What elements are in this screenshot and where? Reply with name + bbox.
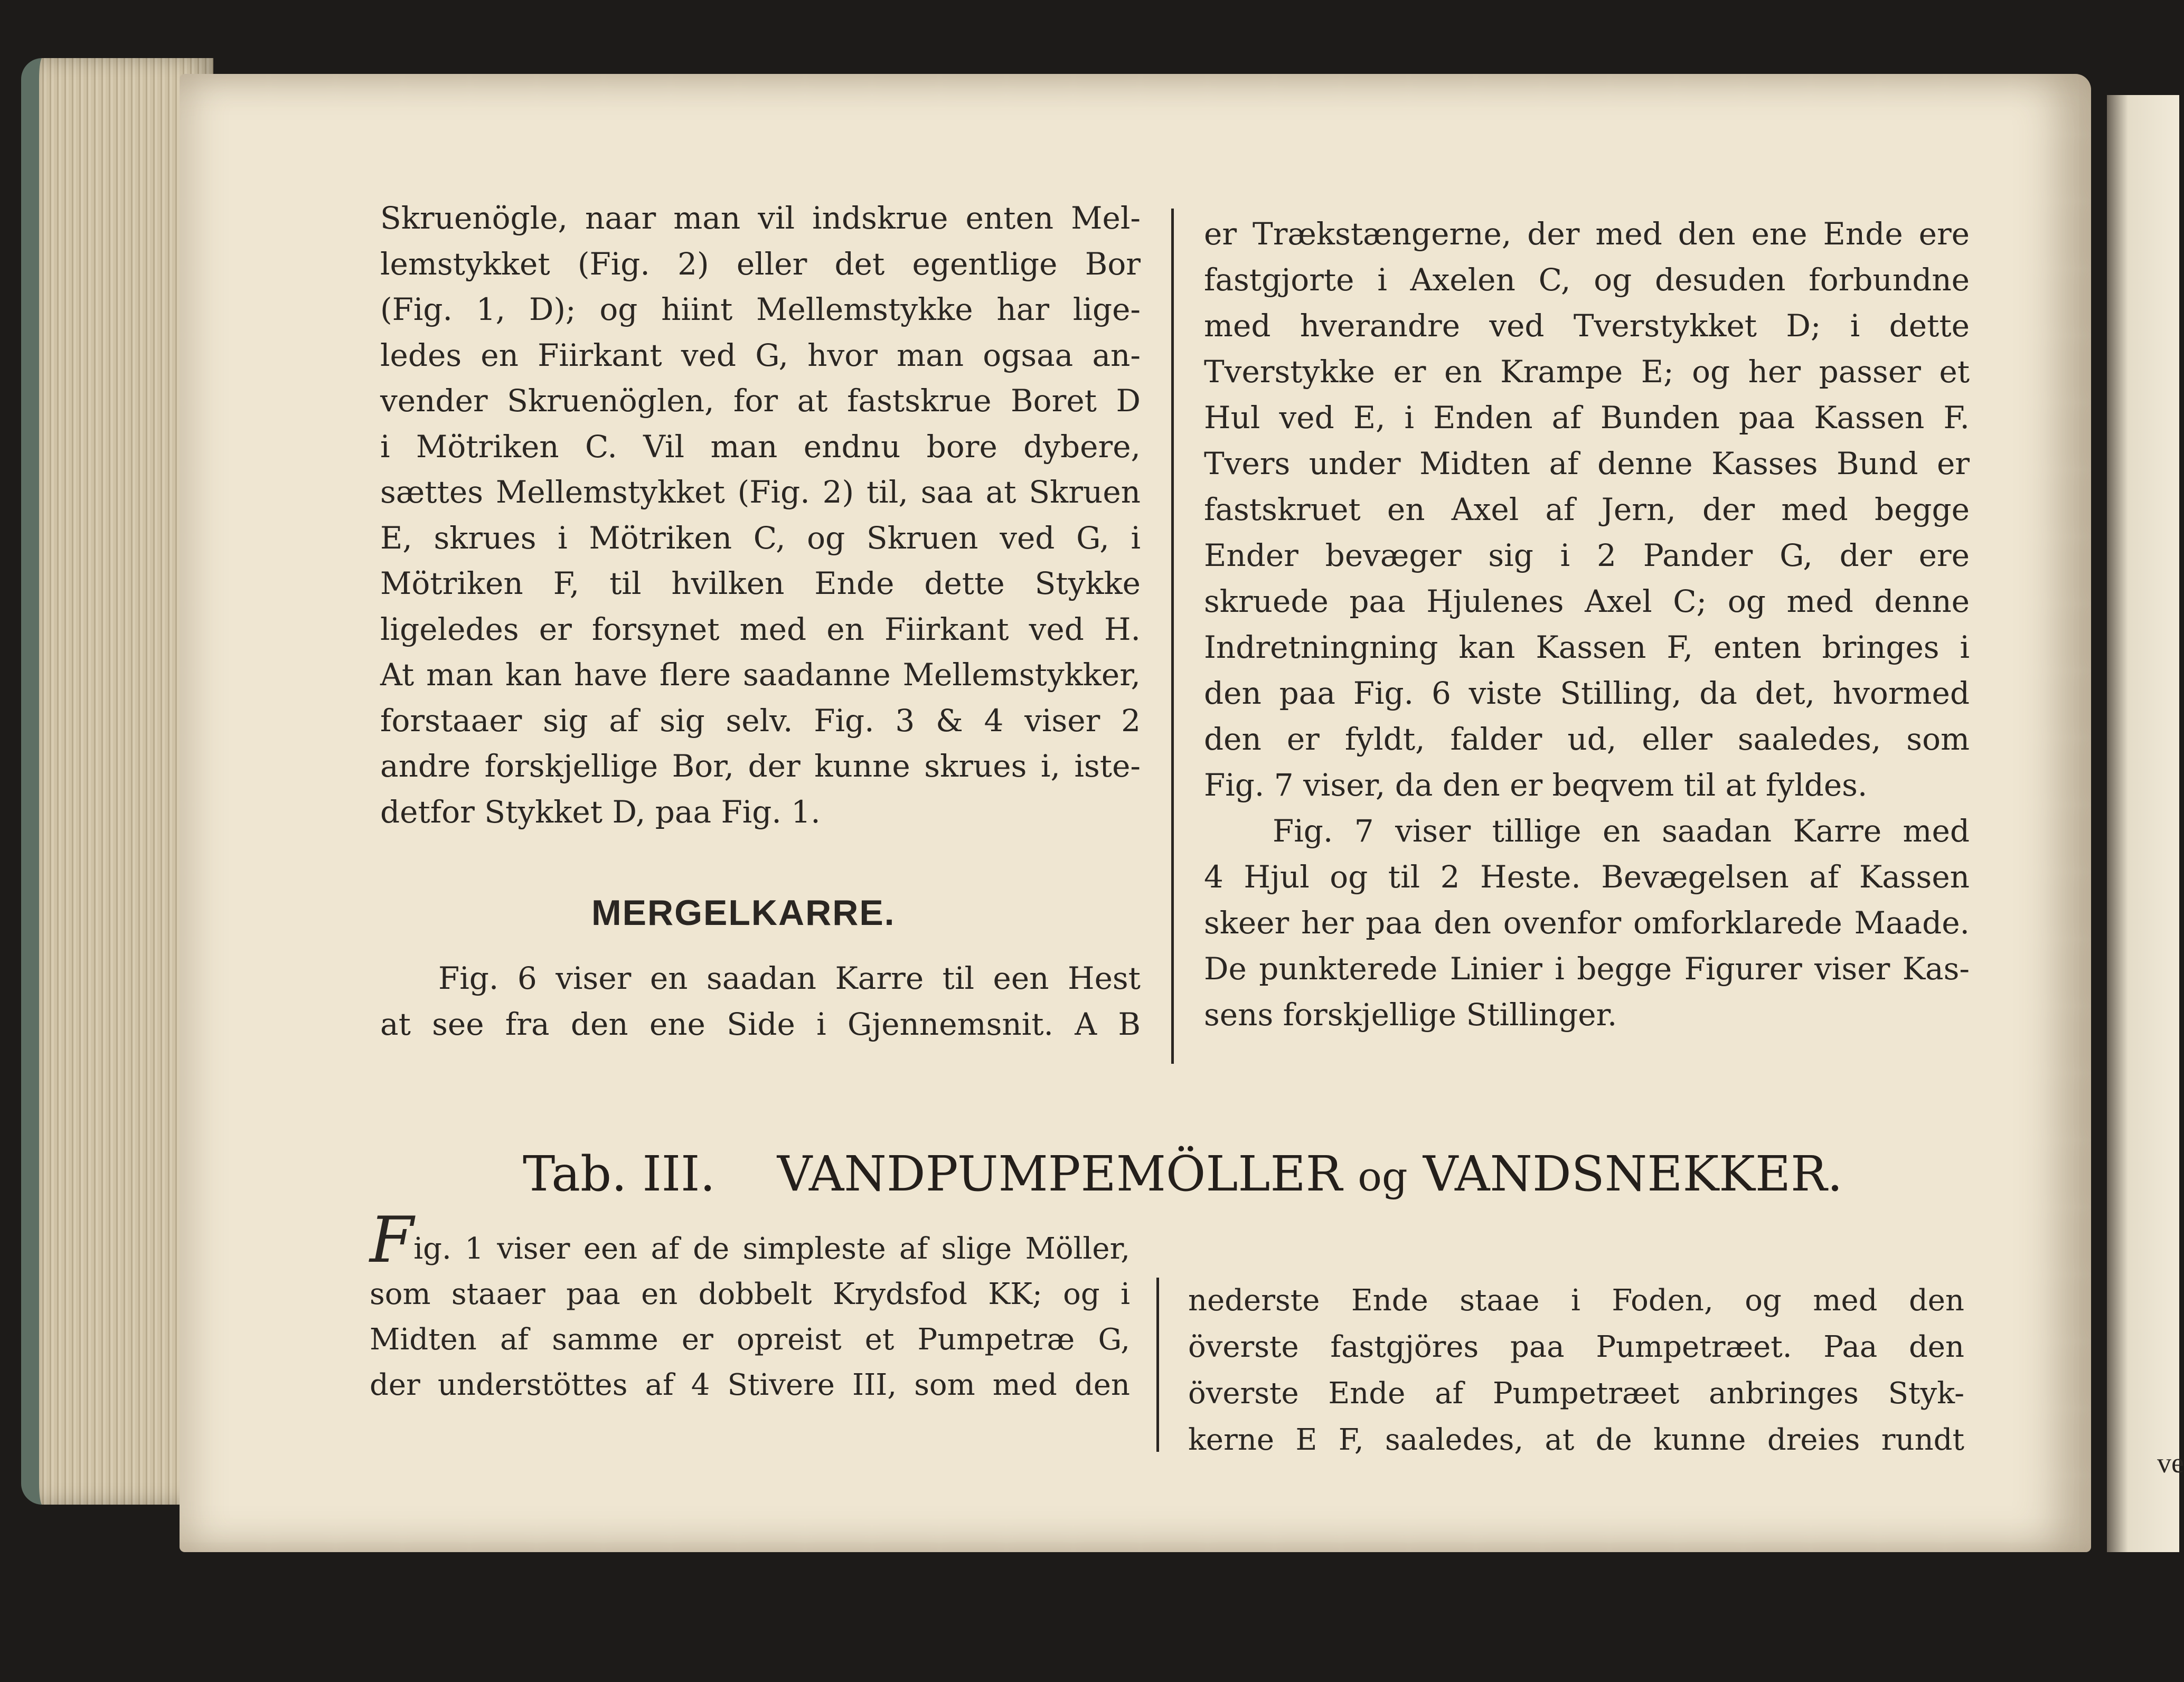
text-line: överste Ende af Pumpetræet anbringes Styk- (1188, 1376, 1964, 1411)
text-line: skeer her paa den ovenfor omforklarede Maade. (1204, 905, 1970, 941)
text-line: E, skrues i Mötriken C, og Skruen ved G, i (380, 519, 1141, 556)
text-line: sættes Mellemstykket (Fig. 2) til, saa at Skruen (380, 474, 1141, 510)
text-line: kerne E F, saaledes, at de kunne dreies rundt (1188, 1423, 1964, 1457)
plate-heading (523, 1146, 1843, 1202)
upper-left-column (380, 195, 1141, 835)
text-line: De punkterede Linier i begge Figurer viser Kas- (1204, 951, 1970, 987)
text-line: den er fyldt, falder ud, eller saaledes, som (1204, 721, 1970, 757)
text-line: 4 Hjul og til 2 Heste. Bevægelsen af Kassen (1204, 859, 1970, 895)
plate-title-end: VANDSNEKKER. (1423, 1146, 1843, 1202)
text-line: detfor Stykket D, paa Fig. 1. (380, 793, 821, 830)
text-line: ledes en Fiirkant ved G, hvor man ogsaa an- (380, 337, 1141, 373)
text-line: Fig. 7 viser tillige en saadan Karre med (1273, 813, 1970, 849)
text-line: at see fra den ene Side i Gjennemsnit. A B (380, 1006, 1141, 1042)
lower-right-column (1188, 1278, 1964, 1463)
lower-left-column (370, 1204, 1130, 1408)
upper-right-column (1204, 211, 1970, 1038)
text-line: Hul ved E, i Enden af Bunden paa Kassen F. (1204, 400, 1970, 436)
text-line: fastskruet en Axel af Jern, der med begge (1204, 492, 1970, 527)
plate-number: Tab. III. (523, 1146, 716, 1202)
next-page-fragment: ve (2157, 1447, 2184, 1479)
text-line: Ender bevæger sig i 2 Pander G, der ere (1204, 537, 1970, 573)
text-line: den paa Fig. 6 viste Stilling, da det, hvormed (1204, 675, 1970, 711)
text-line: forstaaer sig af sig selv. Fig. 3 & 4 viser 2 (380, 702, 1141, 739)
plate-title-conjunction: og (1358, 1153, 1408, 1200)
text-line: er Trækstængerne, der med den ene Ende ere (1204, 216, 1970, 252)
text-line: sens forskjellige Stillinger. (1204, 997, 1617, 1033)
text-line-rest: ig. 1 viser een af de simpleste af slige Möller, (413, 1232, 1130, 1266)
text-line: Fig. 7 viser, da den er beqvem til at fyldes. (1204, 767, 1868, 803)
text-line: skruede paa Hjulenes Axel C; og med denne (1204, 583, 1970, 619)
text-line: Indretningning kan Kassen F, enten bringes i (1204, 629, 1970, 665)
text-line (370, 1204, 1130, 1277)
text-line: vender Skruenöglen, for at fastskrue Boret D (380, 383, 1141, 419)
column-divider (1171, 209, 1184, 1064)
text-line: fastgjorte i Axelen C, og desuden forbundne (1204, 262, 1970, 298)
text-line: Skruenögle, naar man vil indskrue enten Mel- (380, 200, 1141, 236)
text-line: ligeledes er forsynet med en Fiirkant ved H. (380, 611, 1141, 647)
text-line: Tverstykke er en Krampe E; og her passer et (1204, 354, 1970, 390)
text-line: nederste Ende staae i Foden, og med den (1188, 1283, 1964, 1318)
next-page-edge (2107, 95, 2179, 1552)
drop-initial: F (370, 1204, 414, 1277)
section-heading-mergelkarre: MERGELKARRE. (591, 893, 896, 933)
text-line: Midten af samme er opreist et Pumpetræ G, (370, 1322, 1130, 1357)
column-divider (1156, 1278, 1170, 1452)
text-line: At man kan have flere saadanne Mellemstykker, (380, 657, 1141, 693)
text-line: Fig. 6 viser en saadan Karre til een Hest (438, 960, 1141, 996)
text-line: i Mötriken C. Vil man endnu bore dybere, (380, 428, 1141, 465)
text-line: med hverandre ved Tverstykket D; i dette (1204, 308, 1970, 344)
upper-left-paragraph-2 (380, 956, 1141, 1047)
text-line: lemstykket (Fig. 2) eller det egentlige Bor (380, 245, 1141, 282)
text-line: Tvers under Midten af denne Kasses Bund er (1204, 446, 1970, 481)
text-line: överste fastgjöres paa Pumpetræet. Paa den (1188, 1330, 1964, 1364)
text-line: Mötriken F, til hvilken Ende dette Stykke (380, 565, 1141, 601)
text-line: som staaer paa en dobbelt Krydsfod KK; og i (370, 1277, 1130, 1311)
text-line: andre forskjellige Bor, der kunne skrues i, iste- (380, 748, 1141, 784)
text-line: (Fig. 1, D); og hiint Mellemstykke har lige- (380, 291, 1141, 327)
text-line: der understöttes af 4 Stivere III, som med den (370, 1368, 1130, 1402)
plate-title-main: VANDPUMPEMÖLLER (777, 1146, 1342, 1202)
